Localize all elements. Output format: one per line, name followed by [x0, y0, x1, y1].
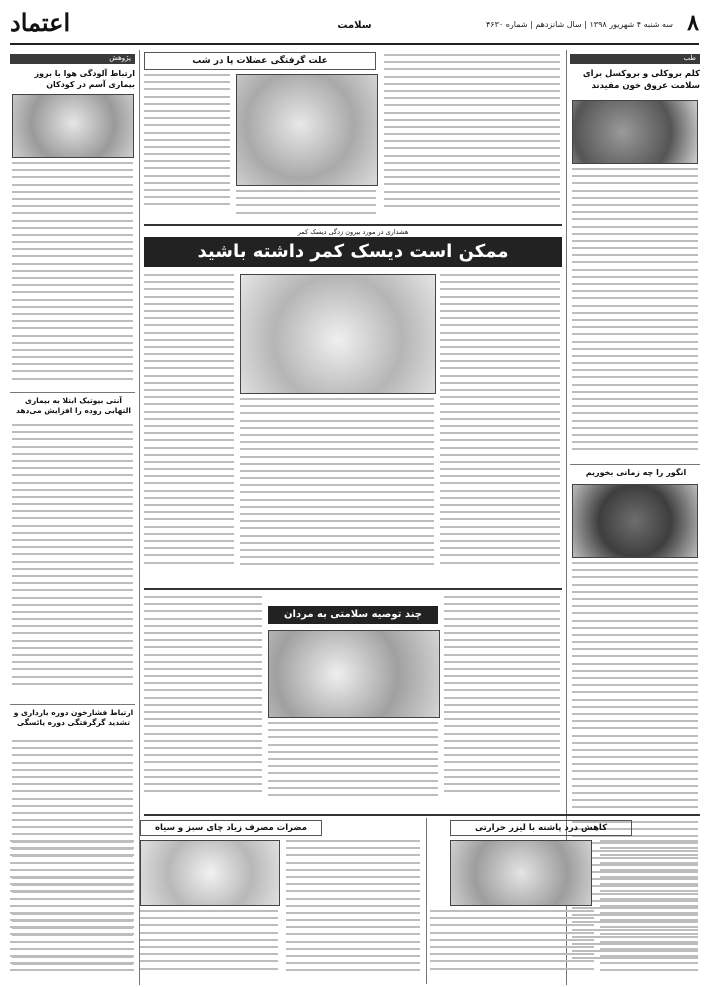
left-kicker: پژوهش [10, 54, 135, 64]
main-story [144, 228, 562, 585]
page-number: ۸ [687, 10, 699, 36]
left-headline-2: آنتی بیوتیک ابتلا به بیماری التهابی روده را افزایش می‌دهد [16, 396, 131, 415]
middle-text-left [144, 596, 262, 808]
main-text-left [144, 274, 234, 580]
child-mask-photo [12, 94, 134, 158]
bottom-right-headline-box [450, 820, 632, 836]
bottom-left-story [10, 818, 422, 983]
left-headline: ارتباط آلودگی هوا با بروز بیماری آسم در کودکان [34, 69, 135, 89]
right-headline: کلم بروکلی و بروکسل برای سلامت عروق خون مفیدند [582, 69, 700, 91]
middle-story [144, 592, 562, 812]
bottom-right-story [430, 818, 700, 983]
tea-photo [140, 840, 280, 906]
left-body-text [12, 162, 133, 390]
bottom-left-headline: مضرات مصرف زیاد چای سبز و سیاه [154, 823, 308, 833]
dateline: سه شنبه ۴ شهریور ۱۳۹۸ | سال شانزدهم | شماره ۴۶۳۰ [485, 20, 673, 29]
heel-laser-photo [450, 840, 592, 906]
main-text-right [440, 274, 560, 580]
main-text-middle [240, 398, 434, 580]
top-story-text-b [236, 190, 376, 218]
left-headline-3: ارتباط فشارخون دوره بارداری و تشدید گرگرفتگی دوره یائسگی [13, 708, 134, 727]
top-story-text-a [144, 74, 230, 214]
right-kicker: طب [570, 54, 700, 64]
leg-cramp-photo [236, 74, 378, 186]
middle-text-right [444, 596, 560, 808]
right-body-text [572, 168, 698, 468]
main-kicker: هشداری در مورد بیرون زدگی دیسک کمر [297, 228, 409, 236]
top-story-headline: علت گرفتگی عضلات پا در شب [192, 56, 328, 66]
grapes-photo [572, 484, 698, 558]
top-story-headline-box [144, 52, 376, 70]
header-rule [10, 43, 699, 45]
bottom-left-text-c [140, 910, 278, 980]
middle-headline: چند توصیه سلامتی به مردان [268, 606, 438, 624]
section-title: سلامت [337, 20, 372, 31]
masthead [10, 8, 699, 40]
men-health-photo [268, 630, 440, 718]
broccoli-photo [572, 100, 698, 164]
bottom-left-text-a [286, 840, 420, 980]
top-story [144, 50, 562, 222]
middle-text-center [268, 722, 438, 808]
bottom-left-headline-box [140, 820, 322, 836]
right-sub-headline: انگور را چه زمانی بخوریم [585, 468, 687, 477]
newspaper-logo: اعتماد [10, 8, 71, 37]
back-pain-photo [240, 274, 436, 394]
main-headline: ممکن است دیسک کمر داشته باشید [144, 237, 562, 267]
left-body-text-2 [12, 424, 133, 700]
top-story-text-c [384, 54, 560, 218]
bottom-right-text-b [430, 910, 594, 980]
bottom-left-text-b [10, 840, 134, 980]
bottom-right-text-a [600, 840, 698, 980]
bottom-right-headline: کاهش درد پاشنه با لیزر حرارتی [474, 823, 608, 833]
